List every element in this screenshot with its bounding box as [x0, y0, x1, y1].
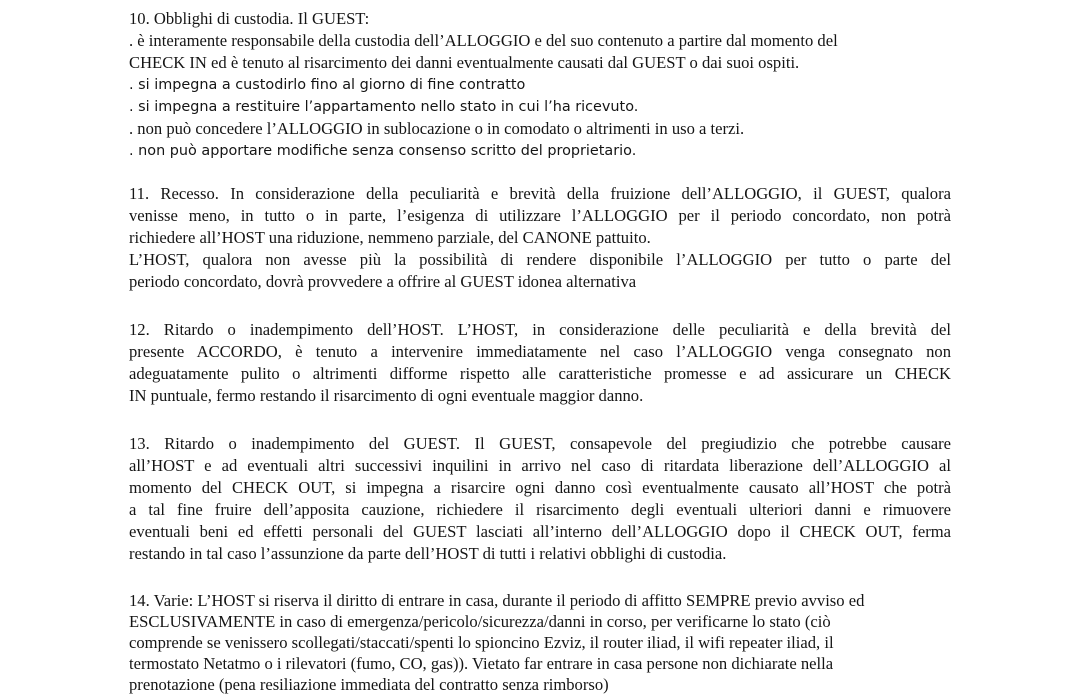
section-13-line: restando in tal caso l’assunzione da parte dell’HOST di tutti i relativi obblighi di custodia. — [129, 544, 727, 563]
section-10-line: . si impegna a restituire l’appartamento nello stato in cui l’ha ricevuto. — [129, 99, 639, 115]
section-11-line: richiedere all’HOST una riduzione, nemmeno parziale, del CANONE pattuito. — [129, 228, 651, 247]
section-13-line: all’HOST e ad eventuali altri successivi inquilini in arrivo nel caso di ritardata liberazione dell’ALLOGGIO al — [129, 456, 951, 475]
section-13-heading: 13. Ritardo o inadempimento del GUEST. Il GUEST, consapevole del pregiudizio che potrebbe causare — [129, 434, 951, 453]
section-11-line: periodo concordato, dovrà provvedere a offrire al GUEST idonea alternativa — [129, 272, 637, 291]
section-14-line: prenotazione (pena resiliazione immediata del contratto senza rimborso) — [129, 675, 609, 694]
section-11-line: L’HOST, qualora non avesse più la possibilità di rendere disponibile l’ALLOGGIO per tutto o parte del — [129, 250, 951, 269]
section-14-line: termostato Netatmo o i rilevatori (fumo, CO, gas)). Vietato far entrare in casa persone non dichiarate nella — [129, 654, 834, 673]
section-10-line: . non può apportare modifiche senza consenso scritto del proprietario. — [129, 143, 637, 159]
section-13-line: momento del CHECK OUT, si impegna a risarcire ogni danno così eventualmente causato all’HOST che potrà — [129, 478, 951, 497]
section-11-line: venisse meno, in tutto o in parte, l’esigenza di utilizzare l’ALLOGGIO per il periodo concordato, non potrà — [129, 206, 951, 225]
section-12-line: adeguatamente pulito o altrimenti difforme rispetto alle caratteristiche promesse e ad assicurare un CHECK — [129, 364, 951, 383]
section-11-heading: 11. Recesso. In considerazione della peculiarità e brevità della fruizione dell’ALLOGGIO, il GUEST, qualora — [129, 184, 951, 203]
section-10-line: . non può concedere l’ALLOGGIO in sublocazione o in comodato o altrimenti in uso a terzi. — [129, 119, 745, 138]
section-10-line: CHECK IN ed è tenuto al risarcimento dei danni eventualmente causati dal GUEST o dai suoi ospiti. — [129, 53, 800, 72]
section-13-line: eventuali beni ed effetti personali del GUEST lasciati all’interno dell’ALLOGGIO dopo il CHECK OUT, ferma — [129, 522, 951, 541]
section-12-line: presente ACCORDO, è tenuto a intervenire immediatamente nel caso l’ALLOGGIO venga consegnato non — [129, 342, 951, 361]
section-12-heading: 12. Ritardo o inadempimento dell’HOST. L’HOST, in considerazione delle peculiarità e della brevità del — [129, 320, 951, 339]
section-10-heading: 10. Obblighi di custodia. Il GUEST: — [129, 9, 370, 28]
section-10-line: . si impegna a custodirlo fino al giorno di fine contratto — [129, 77, 526, 93]
section-13-line: a tal fine fruire dell’apposita cauzione, richiedere il risarcimento degli eventuali ulteriori danni e rimuovere — [129, 500, 951, 519]
section-14-line: comprende se venissero scollegati/staccati/spenti lo spioncino Ezviz, il router iliad, il wifi repeater iliad, il — [129, 633, 834, 652]
section-14-heading: 14. Varie: L’HOST si riserva il diritto di entrare in casa, durante il periodo di affitto SEMPRE previo avviso ed — [129, 591, 865, 610]
section-14-line: ESCLUSIVAMENTE in caso di emergenza/pericolo/sicurezza/danni in corso, per verificarne lo stato (ciò — [129, 612, 831, 631]
section-12-line: IN puntuale, fermo restando il risarcimento di ogni eventuale maggior danno. — [129, 386, 644, 405]
section-10-line: . è interamente responsabile della custodia dell’ALLOGGIO e del suo contenuto a partire dal momento del — [129, 31, 838, 50]
